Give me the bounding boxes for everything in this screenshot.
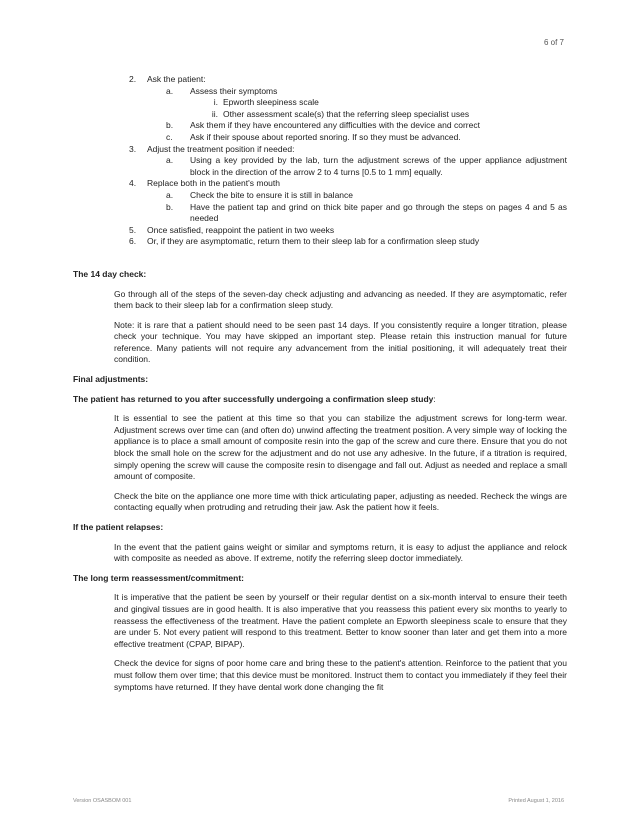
list-item-6 (129, 236, 567, 248)
list-text: Once satisfied, reappoint the patient in two weeks (147, 224, 335, 235)
section-subheading-final (73, 394, 567, 406)
paragraph-final-1: It is essential to see the patient at this time so that you can stabilize the adjustment screws for long-term wear. Adjustment screws over time can (and often do) unwind affecting the treatment position. A very simple way of locking the appliance is to place a small amount of composite resin into the gap of the screw and cure there. Ensure that you do not block the small hole on the screw for the adjustment and do not use any adhesive. In the future, if a titration is required, simply opening the screw will cause the composite resin to disengage and fall out. Adjust as needed and replace a small amount of composite. (114, 413, 567, 482)
section-heading-long-term: The long term reassessment/commitment: (73, 572, 244, 583)
list-item-4b (166, 202, 567, 225)
list-number: i. (213, 97, 218, 108)
list-number: a. (166, 189, 174, 200)
list-text: Ask them if they have encountered any difficulties with the device and correct (190, 120, 480, 131)
paragraph-14-day-note: Note: it is rare that a patient should need to be seen past 14 days. If you consistently require a longer titration, please check your technique. You may have skipped an important step. Please retain this instruction manual for future reference. Many patients will not require any advancement from the initial positioning, it will adequately treat their condition. (114, 319, 567, 365)
list-number: 2. (129, 74, 137, 84)
subheading-text: The patient has returned to you after successfully undergoing a confirmation sleep study (73, 393, 434, 404)
list-number: b. (166, 201, 174, 212)
list-number: a. (166, 85, 174, 96)
list-item-2a (166, 86, 567, 98)
section-heading-relapse: If the patient relapses: (73, 522, 164, 532)
list-text: Or, if they are asymptomatic, return them to their sleep lab for a confirmation sleep study (147, 236, 480, 247)
list-text: Using a key provided by the lab, turn the adjustment screws of the upper appliance adjustment block in the direction of the arrow 2 to 4 turns [0.5 to 1 mm] equally. (190, 155, 567, 177)
paragraph-14-day-1: Go through all of the steps of the seven-day check adjusting and advancing as needed. If they are asymptomatic, refer them back to their sleep lab for a confirmation sleep study. (114, 288, 567, 311)
list-text: Assess their symptoms (190, 85, 278, 96)
list-item-3a (166, 155, 567, 178)
document-body (73, 74, 567, 693)
list-item-3 (129, 144, 567, 156)
list-number: 5. (129, 224, 137, 235)
list-text: Other assessment scale(s) that the referring sleep specialist uses (223, 108, 470, 119)
list-text: Ask if their spouse about reported snoring. If so they must be advanced. (190, 131, 461, 142)
list-item-4 (129, 178, 567, 190)
page-number: 6 of 7 (543, 38, 564, 47)
footer-version: Version OSASBOM 001 (73, 798, 132, 804)
list-text: Have the patient tap and grind on thick bite paper and go through the steps on pages 4 and 5 as needed (190, 201, 567, 224)
list-text: Check the bite to ensure it is still in balance (190, 189, 354, 200)
list-item-2a-i (206, 97, 567, 109)
paragraph-long-term-1: It is imperative that the patient be seen by yourself or their regular dentist on a six-month interval to ensure their teeth and gingival tissues are in good health. It is also imperative that you reassess this patient every six months to yearly to reassess the effectiveness of the treatment. Have the patient complete an Epworth sleepiness scale to ensure that they are under 5. Not every patient will respond to this treatment. Better to know sooner than later and get them into a more effective treatment (CPAP, BIPAP). (114, 592, 567, 649)
list-item-2b (166, 120, 567, 132)
list-number: 6. (129, 236, 137, 247)
section-heading-final-adjustments: Final adjustments: (73, 374, 149, 385)
list-item-2c (166, 132, 567, 144)
list-number: 4. (129, 178, 137, 189)
subheading-colon: : (433, 393, 436, 404)
paragraph-final-2: Check the bite on the appliance one more time with thick articulating paper, adjusting as needed. Recheck the wings are contacting equally when protruding and retruding their jaw. Ask the patient how it feels. (114, 490, 567, 513)
paragraph-relapse-1: In the event that the patient gains weight or similar and symptoms return, it is easy to adjust the appliance and relock with composite as needed as above. If extreme, notify the referring sleep doctor immediately. (114, 541, 567, 564)
list-item-2a-ii (206, 109, 567, 121)
list-item-4a (166, 190, 567, 202)
list-number: a. (166, 155, 174, 166)
paragraph-long-term-2: Check the device for signs of poor home care and bring these to the patient's attention. Reinforce to the patient that you must follow them over time; that this device must be monitored. Instruct them to contact you immediately if they feel their symptoms have returned. If they have dental work done changing the fit (114, 658, 567, 692)
list-number: b. (166, 120, 174, 131)
list-text: Adjust the treatment position if needed: (147, 143, 295, 154)
list-text: Epworth sleepiness scale (223, 97, 319, 108)
list-item-2 (129, 74, 567, 86)
list-item-5 (129, 225, 567, 237)
section-heading-14-day: The 14 day check: (73, 268, 147, 279)
list-text: Replace both in the patient's mouth (147, 178, 280, 189)
list-number: ii. (211, 108, 218, 119)
list-number: 3. (129, 143, 137, 154)
list-text: Ask the patient: (147, 74, 206, 84)
list-number: c. (166, 131, 173, 142)
footer-printed-date: Printed August 1, 2016 (508, 798, 564, 804)
